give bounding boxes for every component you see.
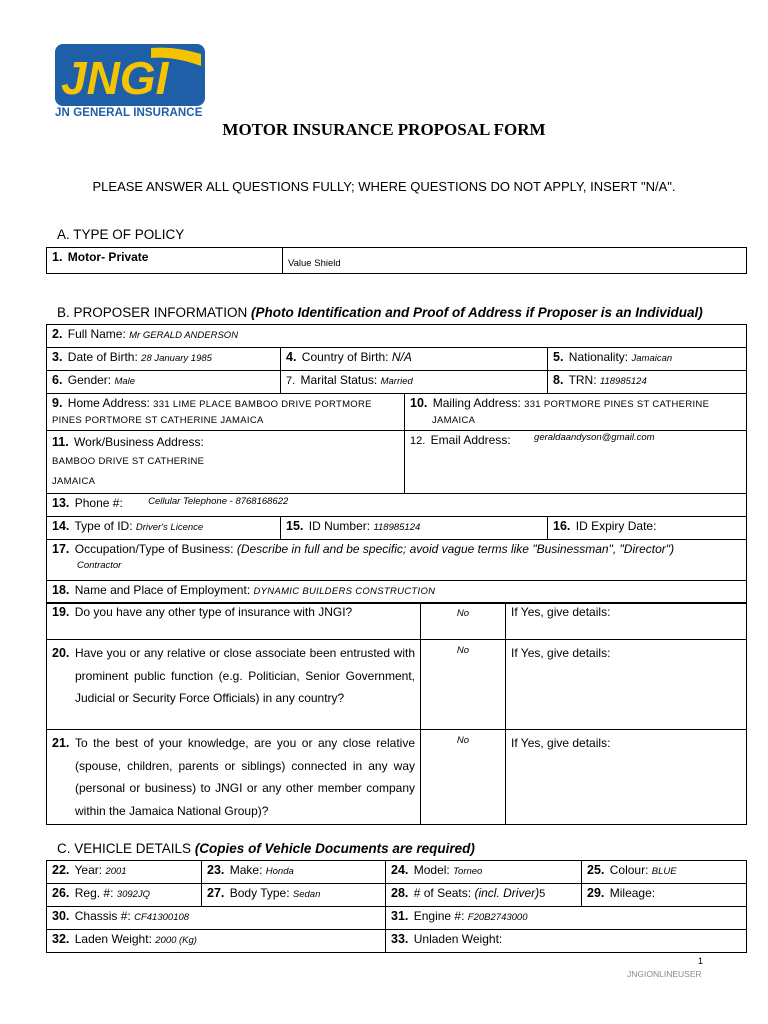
section-b-note: (Photo Identification and Proof of Address if Proposer is an Individual)	[251, 305, 703, 320]
q21-label: To the best of your knowledge, are you or any close relative (spouse, children, parents or siblings) connected in any way (personal or business) to JNGI or any other member company within the Jamaica National Group)?	[75, 736, 415, 818]
section-a-heading	[57, 227, 184, 242]
q23-number: 23.	[207, 863, 225, 877]
q14-value: Driver's Licence	[135, 522, 204, 533]
q22-number: 22.	[52, 863, 70, 877]
section-b-title: B. PROPOSER INFORMATION	[57, 305, 248, 320]
q19-answer-cell[interactable]	[421, 603, 506, 640]
q21-number: 21.	[52, 736, 70, 750]
q21-details-cell[interactable]	[506, 730, 747, 825]
q10-value-line2: JAMAICA	[432, 415, 476, 426]
q10-label: Mailing Address:	[432, 396, 521, 410]
q14-number: 14.	[52, 519, 70, 533]
q8-label: TRN:	[568, 373, 597, 387]
logo-brand-text: JNGI	[61, 52, 169, 104]
q32-value: 2000 (Kg)	[155, 935, 197, 946]
jngi-logo-mark	[55, 44, 205, 106]
q25-label: Colour:	[609, 863, 649, 877]
q20-answer-cell[interactable]	[421, 640, 506, 730]
q7-value: Married	[380, 376, 413, 387]
q4-value: N/A	[391, 350, 412, 364]
q9-value-line2: PINES PORTMORE ST CATHERINE JAMAICA	[52, 415, 264, 426]
q5-number: 5.	[553, 350, 564, 364]
q28-label-note: (incl. Driver)	[474, 886, 540, 900]
q2-number: 2.	[52, 327, 63, 341]
q17-number: 17.	[52, 542, 70, 556]
seats-cell[interactable]	[386, 884, 582, 907]
page-number: 1	[698, 956, 704, 966]
q11-label: Work/Business Address:	[74, 435, 204, 449]
section-c-heading	[57, 841, 475, 856]
q33-number: 33.	[391, 932, 409, 946]
q27-number: 27.	[207, 886, 225, 900]
occupation-cell[interactable]	[47, 540, 747, 581]
q16-number: 16.	[553, 519, 571, 533]
q11-value-line1: BAMBOO DRIVE ST CATHERINE	[52, 456, 205, 467]
policy-type-cell	[47, 248, 283, 274]
q19-label: Do you have any other type of insurance with JNGI?	[74, 605, 353, 619]
q21-answer: No	[456, 735, 470, 746]
q30-label: Chassis #:	[74, 909, 131, 923]
q17-note: (Describe in full and be specific; avoid vague terms like "Businessman", "Director")	[236, 542, 675, 556]
q32-number: 32.	[52, 932, 70, 946]
q6-number: 6.	[52, 373, 63, 387]
q22-value: 2001	[105, 866, 127, 877]
q18-label: Name and Place of Employment:	[74, 583, 251, 597]
gender-cell[interactable]	[47, 371, 281, 394]
laden-weight-cell[interactable]	[47, 930, 386, 953]
dob-cell[interactable]	[47, 348, 281, 371]
q31-number: 31.	[391, 909, 409, 923]
q7-number: 7.	[286, 375, 296, 387]
section-c-note: (Copies of Vehicle Documents are required)	[194, 841, 475, 856]
q18-number: 18.	[52, 583, 70, 597]
q31-label: Engine #:	[413, 909, 465, 923]
q21-answer-cell[interactable]	[421, 730, 506, 825]
q32-label: Laden Weight:	[74, 932, 152, 946]
country-of-birth-cell[interactable]	[281, 348, 548, 371]
q13-number: 13.	[52, 496, 70, 510]
q29-number: 29.	[587, 886, 605, 900]
nationality-cell[interactable]	[548, 348, 747, 371]
q5-value: Jamaican	[631, 353, 673, 364]
q3-number: 3.	[52, 350, 63, 364]
section-a-title: A. TYPE OF POLICY	[57, 227, 185, 242]
logo-company-name: JN GENERAL INSURANCE	[55, 107, 203, 119]
form-title: MOTOR INSURANCE PROPOSAL FORM	[222, 120, 546, 139]
jngi-logo	[55, 44, 207, 119]
q20-number: 20.	[52, 646, 70, 660]
q25-value: BLUE	[651, 866, 677, 877]
q21-question-cell	[47, 730, 421, 825]
reg-cell[interactable]	[47, 884, 202, 907]
q8-number: 8.	[553, 373, 564, 387]
q28-number: 28.	[391, 886, 409, 900]
body-type-cell[interactable]	[202, 884, 386, 907]
q27-value: Sedan	[292, 889, 321, 900]
q20-details-label: If Yes, give details:	[511, 646, 611, 660]
q12-label: Email Address:	[430, 433, 511, 447]
q6-value: Male	[114, 376, 136, 387]
q9-value-line1: 331 LIME PLACE BAMBOO DRIVE PORTMORE	[153, 399, 372, 410]
q26-value: 3092JQ	[116, 889, 151, 900]
id-expiry-cell[interactable]	[548, 517, 747, 540]
q6-label: Gender:	[67, 373, 112, 387]
proposer-questions-table	[46, 602, 747, 825]
q17-label: Occupation/Type of Business:	[74, 542, 234, 556]
q27-label: Body Type:	[229, 886, 290, 900]
q20-label: Have you or any relative or close associate been entrusted with prominent public function (e.g. Politician, Senior Government, Judicial or Security Force Officials) in any country?	[75, 646, 415, 705]
mileage-cell[interactable]	[582, 884, 747, 907]
q23-label: Make:	[229, 863, 263, 877]
policy-type-table	[46, 247, 747, 274]
q23-value: Honda	[265, 866, 294, 877]
chassis-cell[interactable]	[47, 907, 386, 930]
instruction-text: PLEASE ANSWER ALL QUESTIONS FULLY; WHERE QUESTIONS DO NOT APPLY, INSERT "N/A".	[92, 179, 676, 194]
q10-value-line1: 331 PORTMORE PINES ST CATHERINE	[524, 399, 710, 410]
q15-value: 118985124	[373, 522, 421, 533]
q11-number: 11.	[52, 435, 69, 449]
work-address-cell[interactable]	[47, 431, 405, 494]
q26-number: 26.	[52, 886, 70, 900]
id-number-cell[interactable]	[281, 517, 548, 540]
q4-label: Country of Birth:	[301, 350, 389, 364]
marital-status-cell[interactable]	[281, 371, 548, 394]
q19-details-cell[interactable]	[506, 603, 747, 640]
unladen-weight-cell[interactable]	[386, 930, 747, 953]
q19-number: 19.	[52, 605, 70, 619]
q13-value: Cellular Telephone - 8768168622	[148, 496, 289, 507]
q29-label: Mileage:	[609, 886, 656, 900]
q1-label: Motor- Private	[67, 250, 149, 264]
q15-label: ID Number:	[308, 519, 371, 533]
year-cell[interactable]	[47, 861, 202, 884]
make-cell[interactable]	[202, 861, 386, 884]
q17-value: Contractor	[77, 560, 122, 571]
mailing-address-cell[interactable]	[405, 394, 747, 431]
q10-number: 10.	[410, 396, 428, 410]
q12-value: geraldaandyson@gmail.com	[534, 432, 655, 443]
q19-question-cell	[47, 603, 421, 640]
q16-label: ID Expiry Date:	[575, 519, 657, 533]
q19-answer: No	[456, 608, 470, 619]
colour-cell[interactable]	[582, 861, 747, 884]
q3-label: Date of Birth:	[67, 350, 138, 364]
policy-value-cell[interactable]	[283, 248, 747, 274]
q31-value: F20B2743000	[467, 912, 528, 923]
model-cell[interactable]	[386, 861, 582, 884]
q12-number: 12.	[410, 435, 426, 447]
id-type-cell[interactable]	[47, 517, 281, 540]
q20-answer: No	[456, 645, 470, 656]
q20-question-cell	[47, 640, 421, 730]
q9-number: 9.	[52, 396, 63, 410]
employment-cell[interactable]	[47, 581, 747, 604]
q13-label: Phone #:	[74, 496, 123, 510]
q28-label: # of Seats:	[413, 886, 472, 900]
q21-details-label: If Yes, give details:	[511, 736, 611, 750]
section-c-title: C. VEHICLE DETAILS	[57, 841, 192, 856]
q8-value: 118985124	[599, 376, 647, 387]
email-cell[interactable]	[405, 431, 747, 494]
q2-label: Full Name:	[67, 327, 126, 341]
section-b-heading	[57, 305, 703, 320]
q5-label: Nationality:	[568, 350, 629, 364]
q20-details-cell[interactable]	[506, 640, 747, 730]
q30-value: CF41300108	[134, 912, 190, 923]
full-name-cell[interactable]	[47, 325, 747, 348]
q9-label: Home Address:	[67, 396, 150, 410]
q11-value-line2: JAMAICA	[52, 476, 96, 487]
q30-number: 30.	[52, 909, 70, 923]
vehicle-table	[46, 860, 747, 953]
q25-number: 25.	[587, 863, 605, 877]
q7-label: Marital Status:	[300, 373, 378, 387]
engine-cell[interactable]	[386, 907, 747, 930]
q2-value: Mr GERALD ANDERSON	[129, 330, 239, 341]
proposer-table-top	[46, 324, 747, 604]
q3-value: 28 January 1985	[141, 353, 212, 364]
q15-number: 15.	[286, 519, 304, 533]
q28-value: 5	[539, 888, 546, 900]
q18-value: DYNAMIC BUILDERS CONSTRUCTION	[253, 586, 436, 597]
q4-number: 4.	[286, 350, 297, 364]
q1-value: Value Shield	[288, 258, 341, 269]
q24-value: Torneo	[453, 866, 483, 877]
q24-label: Model:	[413, 863, 450, 877]
q1-number: 1.	[52, 250, 63, 264]
home-address-cell[interactable]	[47, 394, 405, 431]
q19-details-label: If Yes, give details:	[511, 605, 611, 619]
q26-label: Reg. #:	[74, 886, 114, 900]
phone-cell[interactable]	[47, 494, 747, 517]
q22-label: Year:	[74, 863, 103, 877]
trn-cell[interactable]	[548, 371, 747, 394]
q14-label: Type of ID:	[74, 519, 133, 533]
q33-label: Unladen Weight:	[413, 932, 503, 946]
footer-code: JNGIONLINEUSER	[627, 969, 702, 979]
q24-number: 24.	[391, 863, 409, 877]
